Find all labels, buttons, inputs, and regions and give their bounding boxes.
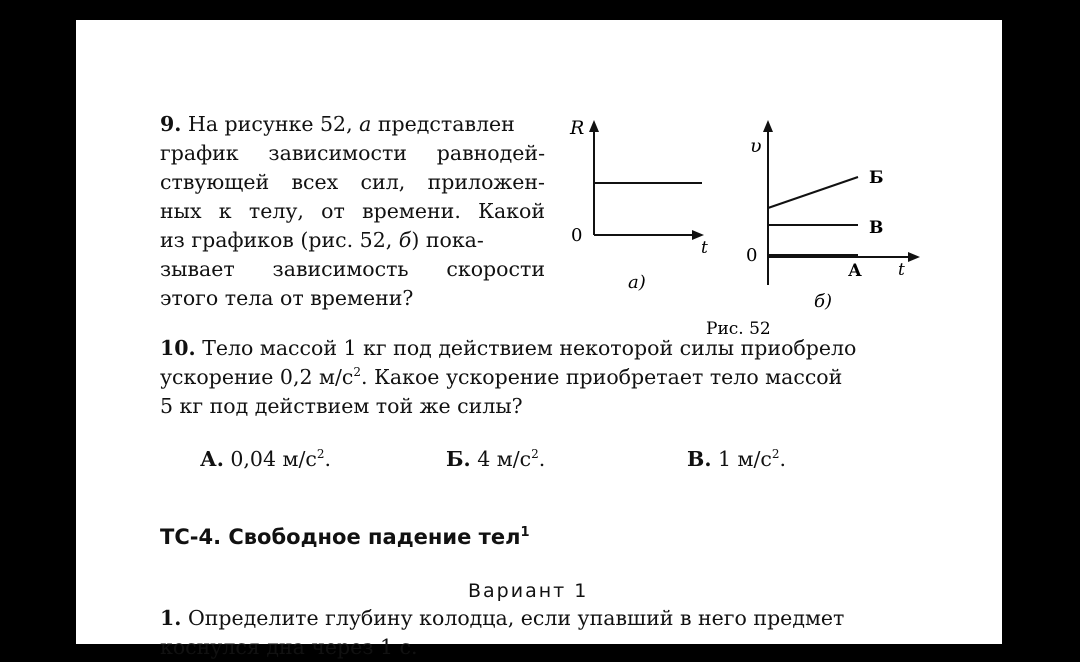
problem-1-line-1: 1. Определите глубину колодца, если упавший в него предмет [160, 606, 845, 630]
answer-option-a: А. 0,04 $м/с^2$. [200, 447, 332, 471]
graph-b-origin: 0 [746, 245, 758, 266]
answer-option-v: В. 1 $м/с^2$. [687, 447, 787, 471]
problem-1-number: 1. [160, 606, 182, 630]
graph-a-caption: а) [628, 272, 646, 293]
answer-option-b: Б. 4 $м/с^2$. [446, 447, 546, 471]
graph-a [569, 117, 708, 293]
problem-9-line-6: зывает зависимость скорости [160, 257, 545, 281]
graph-b-y-arrow [763, 120, 773, 132]
section-title: ТС-4. Свободное падение тел$^1$ [160, 525, 530, 549]
problem-9-line-4: ных к телу, от времени. Какой [160, 199, 545, 223]
problem-9-line-1: 9. На рисунке 52, а представлен [160, 112, 515, 136]
problem-9-number: 9. [160, 112, 182, 136]
graph-a-origin: 0 [571, 225, 583, 246]
graph-b-x-arrow [908, 252, 920, 262]
variant-label: Вариант 1 [468, 580, 589, 602]
problem-10-number: 10. [160, 336, 196, 360]
textbook-page [76, 20, 1002, 659]
problem-9-line-2: график зависимости равнодей- [160, 141, 545, 165]
figure-52 [556, 110, 936, 339]
graph-b-caption: б) [814, 291, 833, 312]
graph-b-label-b: Б [869, 168, 884, 188]
graph-b-label-v: В [869, 218, 884, 238]
problem-10-line-3: 5 кг под действием той же силы? [160, 394, 523, 418]
problem-1-line-2-cut: коснулся дна через 1 с. [160, 635, 418, 659]
problem-9-line-7: этого тела от времени? [160, 286, 414, 310]
footnote-marker: 1 [520, 525, 530, 540]
graph-b-x-label: t [898, 260, 905, 280]
problem-9-line-3: ствующей всех сил, приложен- [160, 170, 545, 194]
problem-9-line-5: из графиков (рис. 52, б) пока- [160, 228, 484, 252]
graph-b-label-a: А [848, 261, 862, 281]
graph-a-y-label: R [570, 117, 585, 139]
graph-b-y-label: υ [750, 135, 762, 157]
graph-b-curve-b [768, 177, 858, 208]
problem-10-line-1: 10. Тело массой 1 кг под действием некоторой силы приобрело [160, 336, 857, 360]
problem-10-line-2: ускорение 0,2 $м/с^2$. Какое ускорение приобретает тело массой [160, 365, 843, 389]
graph-a-y-arrow [589, 120, 599, 132]
graph-b [746, 120, 920, 312]
graph-a-x-label: t [701, 238, 708, 258]
figure-caption: Рис. 52 [706, 319, 771, 339]
